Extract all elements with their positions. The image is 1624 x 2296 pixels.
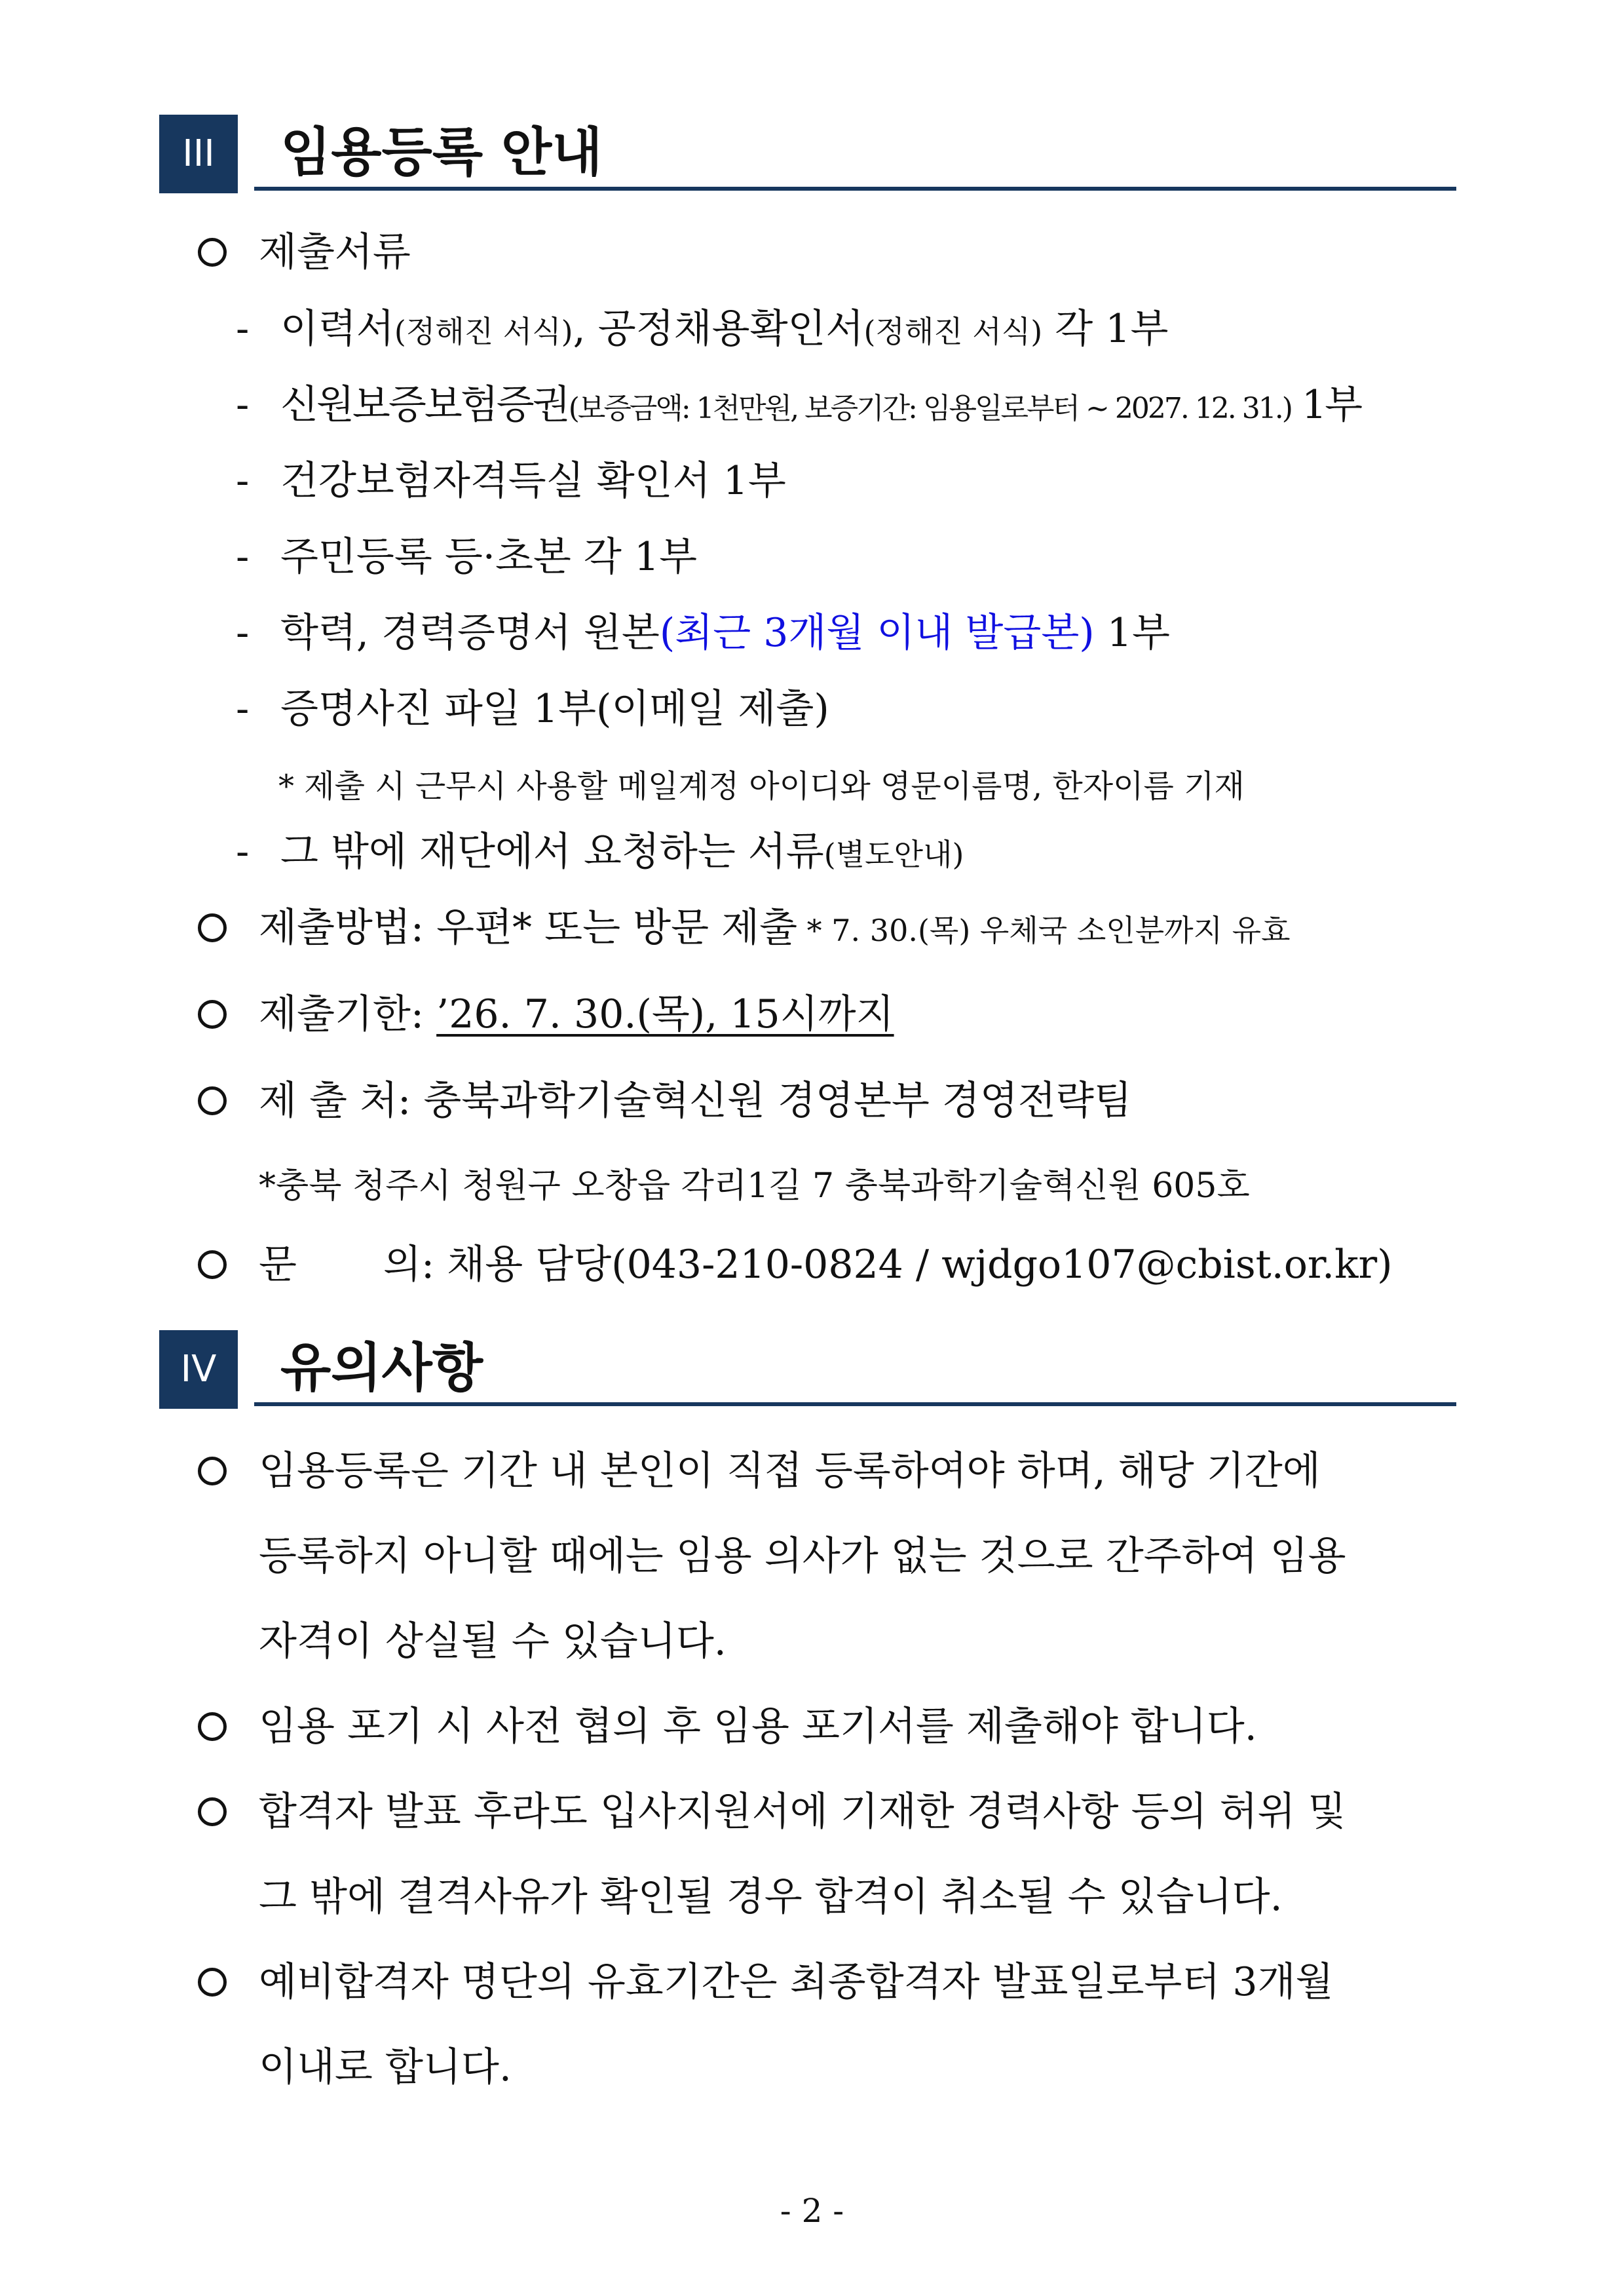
place-value: 충북과학기술혁신원 경영본부 경영전략팀 (423, 1078, 1132, 1124)
contact-label-a: 문 (259, 1242, 297, 1288)
doc-note: (정해진 서식) (394, 314, 573, 349)
circle-bullet-icon (198, 1700, 227, 1753)
doc-main: 건강보험자격득실 확인서 1부 (280, 458, 786, 504)
dash-bullet: - (236, 306, 250, 352)
place-label: 제 출 처: (259, 1078, 424, 1124)
method-label: 제출방법: (259, 905, 437, 951)
dash-bullet: - (236, 534, 250, 580)
docs-heading: 제출서류 (259, 229, 411, 275)
doc-main: 주민등록 등·초본 각 1부 (280, 534, 698, 580)
doc-note: (별도안내) (823, 837, 964, 872)
circle-bullet-icon (198, 902, 227, 954)
doc-note: (보증금액: 1천만원, 보증기간: 임용일로부터 ~ 2027. 12. 31.) (568, 392, 1291, 425)
doc-tail: 각 1부 (1042, 306, 1169, 352)
contact-label-b: 의: (383, 1242, 447, 1288)
doc-main: 학력, 경력증명서 원본 (280, 610, 660, 656)
circle-bullet-icon (198, 1238, 227, 1291)
section-divider (254, 187, 1456, 191)
section-title: 유의사항 (280, 1337, 483, 1398)
doc-tail: 1부 (1291, 382, 1361, 428)
circle-bullet-icon (198, 988, 227, 1041)
contact-value: 채용 담당(043-210-0824 / wjdgo107@cbist.or.kr) (447, 1242, 1393, 1288)
doc-main: 신원보증보험증권 (280, 382, 569, 428)
method-note: * 7. 30.(목) 우체국 소인분까지 유효 (797, 913, 1291, 948)
dash-bullet: - (236, 829, 250, 875)
circle-bullet-icon (198, 1445, 227, 1497)
doc-highlight: (최근 3개월 이내 발급본) (659, 610, 1095, 656)
dash-bullet: - (236, 686, 250, 732)
section-header-notes (159, 1330, 1456, 1409)
doc-tail: 1부 (1094, 610, 1170, 656)
page-number: - 2 - (780, 2192, 844, 2230)
section-number: III (159, 115, 238, 193)
doc-mid: , 공정채용확인서 (573, 306, 864, 352)
doc-main: 그 밖에 재단에서 요청하는 서류 (280, 829, 824, 875)
section-number: IV (159, 1330, 238, 1409)
method-value: 우편* 또는 방문 제출 (436, 905, 798, 951)
deadline-label: 제출기한: (259, 991, 437, 1037)
doc-note: (정해진 서식) (863, 314, 1043, 349)
doc-main: 이력서 (280, 306, 394, 352)
doc-main: 증명사진 파일 1부(이메일 제출) (280, 686, 829, 732)
deadline-value: ’26. 7. 30.(목), 15시까지 (436, 991, 894, 1037)
circle-bullet-icon (198, 1075, 227, 1127)
dash-bullet: - (236, 610, 250, 656)
circle-bullet-icon (198, 1786, 227, 1838)
section-header-registration (159, 115, 1456, 193)
dash-bullet: - (236, 382, 250, 428)
circle-bullet-icon (198, 1956, 227, 2008)
circle-bullet-icon (198, 226, 227, 278)
section-divider (254, 1402, 1456, 1406)
dash-bullet: - (236, 458, 250, 504)
section-title: 임용등록 안내 (280, 122, 603, 183)
